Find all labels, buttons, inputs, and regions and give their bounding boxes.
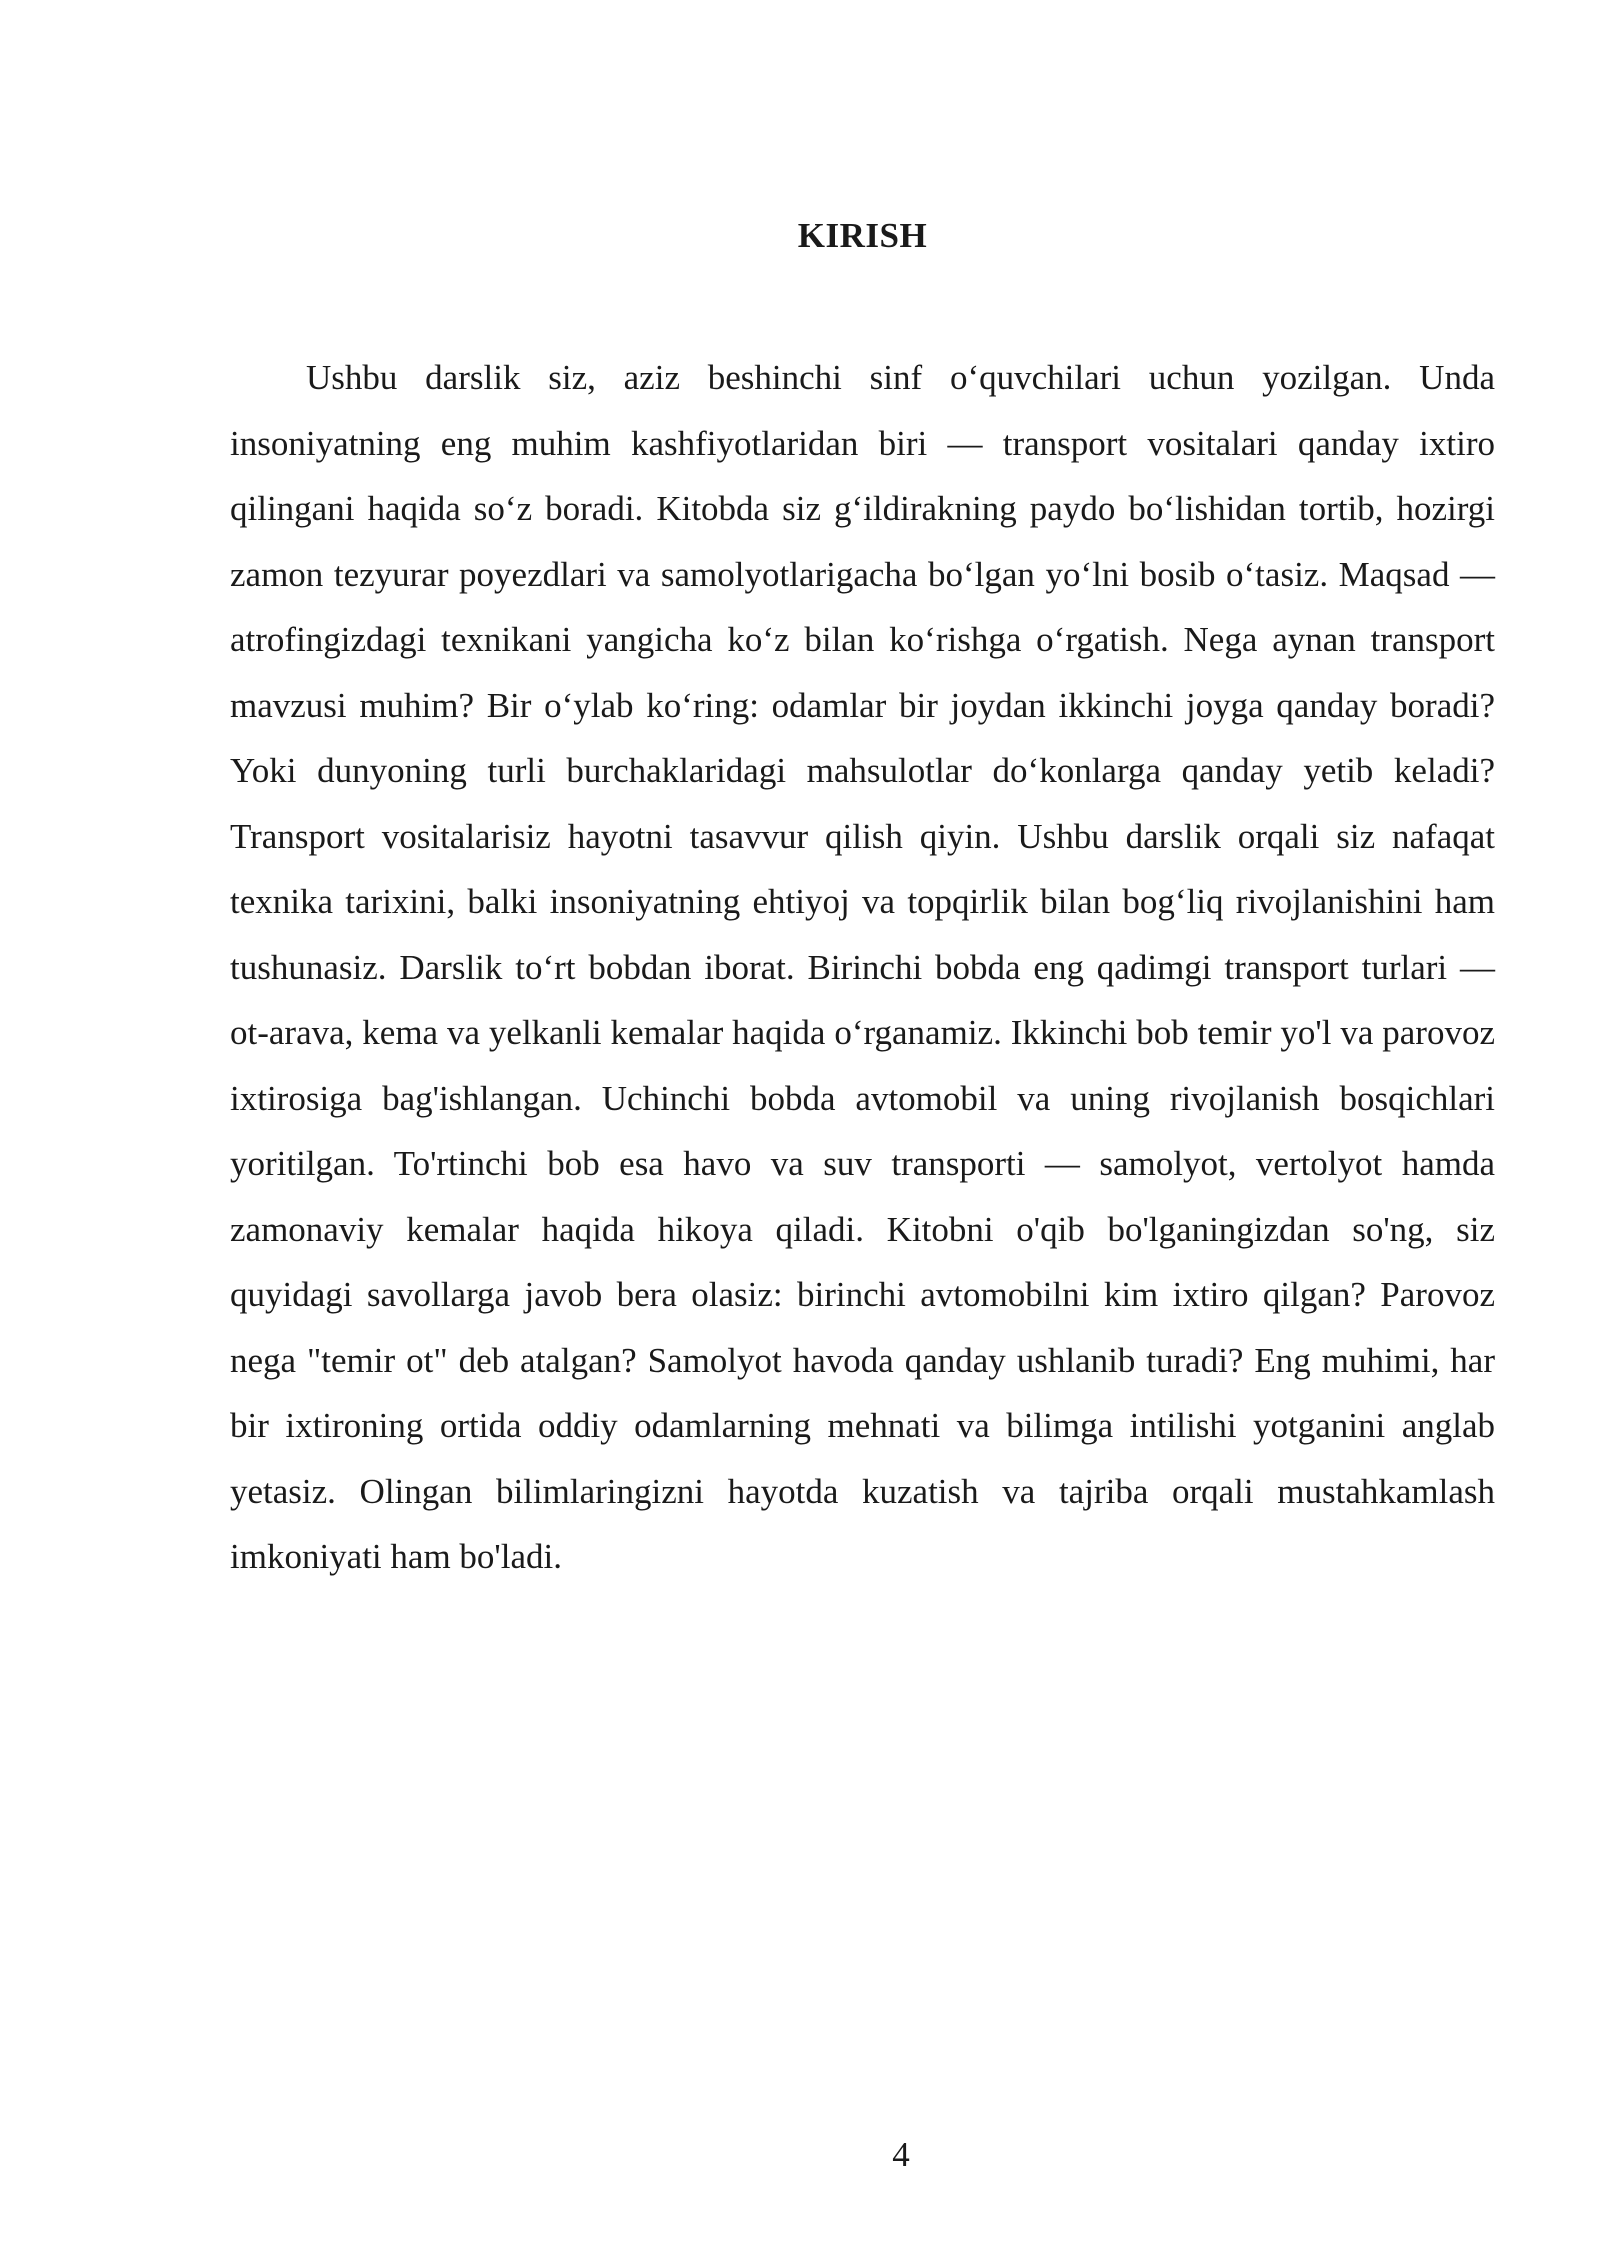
page-heading: KIRISH (797, 216, 928, 255)
body-paragraph: Ushbu darslik siz, aziz beshinchi sinf o‘quvchilari uchun yozilgan. Unda insoniyatning eng muhim kashfiyotlaridan biri — transport vositalari qanday ixtiro qilingani haqida so‘z boradi. Kitobda siz g‘ildirakning paydo bo‘lishidan tortib, hozirgi zamon tezyurar poyezdlari va samolyotlarigacha bo‘lgan yo‘lni bosib o‘tasiz. Maqsad — atrofingizdagi texnikani yangicha ko‘z bilan ko‘rishga o‘rgatish. Nega aynan transport mavzusi muhim? Bir o‘ylab ko‘ring: odamlar bir joydan ikkinchi joyga qanday boradi? Yoki dunyoning turli burchaklaridagi mahsulotlar do‘konlarga qanday yetib keladi? Transport vositalarisiz hayotni tasavvur qilish qiyin. Ushbu darslik orqali siz nafaqat texnika tarixini, balki insoniyatning ehtiyoj va topqirlik bilan bog‘liq rivojlanishini ham tushunasiz. Darslik to‘rt bobdan iborat. Birinchi bobda eng qadimgi transport turlari — ot-arava, kema va yelkanli kemalar haqida o‘rganamiz. Ikkinchi bob temir yo'l va parovoz ixtirosiga bag'ishlangan. Uchinchi bobda avtomobil va uning rivojlanish bosqichlari yoritilgan. To'rtinchi bob esa havo va suv transporti — samolyot, vertolyot hamda zamonaviy kemalar haqida hikoya qiladi. Kitobni o'qib bo'lganingizdan so'ng, siz quyidagi savollarga javob bera olasiz: birinchi avtomobilni kim ixtiro qilgan? Parovoz nega "temir ot" deb atalgan? Samolyot havoda qanday ushlanib turadi? Eng muhimi, har bir ixtironing ortida oddiy odamlarning mehnati va bilimga intilishi yotganini anglab yetasiz. Olingan bilimlaringizni hayotda kuzatish va tajriba orqali mustahkamlash imkoniyati ham bo'ladi. (230, 358, 1495, 1576)
body-text-container (230, 345, 1495, 1590)
page-number: 4 (892, 2135, 910, 2174)
